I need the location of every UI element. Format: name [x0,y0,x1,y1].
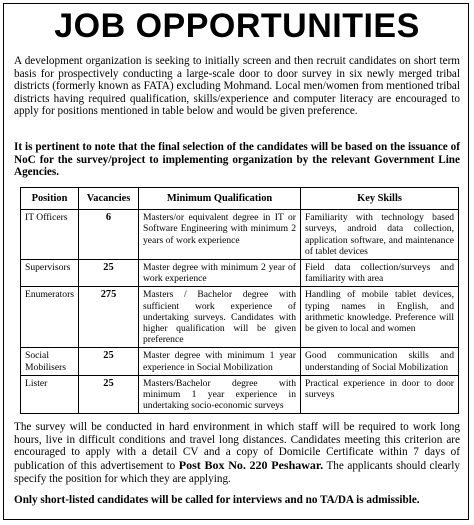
closing-text: The survey will be conducted in hard environment in which staff will be required to work long hours, live in difficult conditions and travel long distances. Candidates meeting this criterion are encouraged to apply with a detail CV and a copy of Domicile Certificate within 7 days of publication of this advertisement to [14,421,460,473]
table-row [21,375,459,414]
position-cell: Lister [21,375,79,414]
qualification-cell: Master degree with minimum 2 year of work experience [139,260,301,287]
position-cell: Enumerators [21,287,79,348]
column-header: Position [21,188,79,210]
position-cell: Supervisors [21,260,79,287]
skills-cell: Field data collection/surveys and familiarity with area [301,260,459,287]
column-header: Key Skills [301,188,459,210]
table-row [21,348,459,375]
column-header: Vacancies [79,188,139,210]
vacancies-cell: 6 [79,210,139,260]
position-cell: IT Officers [21,210,79,260]
skills-cell: Handling of mobile tablet devices, typing names in English, and arithmetic knowledge. Preference will be given to local and women [301,287,459,348]
page-title: JOB OPPORTUNITIES [54,7,420,45]
skills-cell: Practical experience in door to door surveys [301,375,459,414]
vacancies-cell: 25 [79,375,139,414]
vacancies-cell: 275 [79,287,139,348]
footer-note: Only short-listed candidates will be called for interviews and no TA/DA is admissible. [14,494,420,506]
skills-cell: Familiarity with technology based surveys, android data collection, application software, and maintenance of tablet devices [301,210,459,260]
positions-table [20,187,459,414]
column-header: Minimum Qualification [139,188,301,210]
qualification-cell: Masters/or equivalent degree in IT or Software Engineering with minimum 2 years of work experience [139,210,301,260]
closing-paragraph [14,421,460,486]
skills-cell: Good communication skills and understanding of Social Mobilization [301,348,459,375]
post-box-address: Post Box No. 220 Peshawar. [178,458,324,473]
table-row [21,210,459,260]
vacancies-cell: 25 [79,260,139,287]
position-cell: Social Mobilisers [21,348,79,375]
intro-paragraph: A development organization is seeking to initially screen and then recruit candidates on short term basis for prospectively conducting a large-scale door to door survey in six newly merged tribal districts (formerly known as FATA) excluding Mohmand. Local men/women from mentioned tribal districts having required qualification, skills/experience and computer literacy are encouraged to apply for positions mentioned in table below and would be given preference. [14,55,460,118]
table-row [21,287,459,348]
qualification-cell: Master degree with minimum 1 year experience in Social Mobilization [139,348,301,375]
closing-tail: The applicants should clearly specify the position for which they are applying. [14,460,460,485]
vacancies-cell: 25 [79,348,139,375]
table-header-row [21,188,459,210]
qualification-cell: Masters/Bachelor degree with minimum 1 year experience in undertaking socio-economic surveys [139,375,301,414]
notice-paragraph: It is pertinent to note that the final selection of the candidates will be based on the issuance of NoC for the survey/project to implementing organization by the relevant Government Line Agencies. [14,141,460,179]
table-row [21,260,459,287]
qualification-cell: Masters / Bachelor degree with sufficient work experience of undertaking surveys. Candidates with higher qualification will be given preference [139,287,301,348]
